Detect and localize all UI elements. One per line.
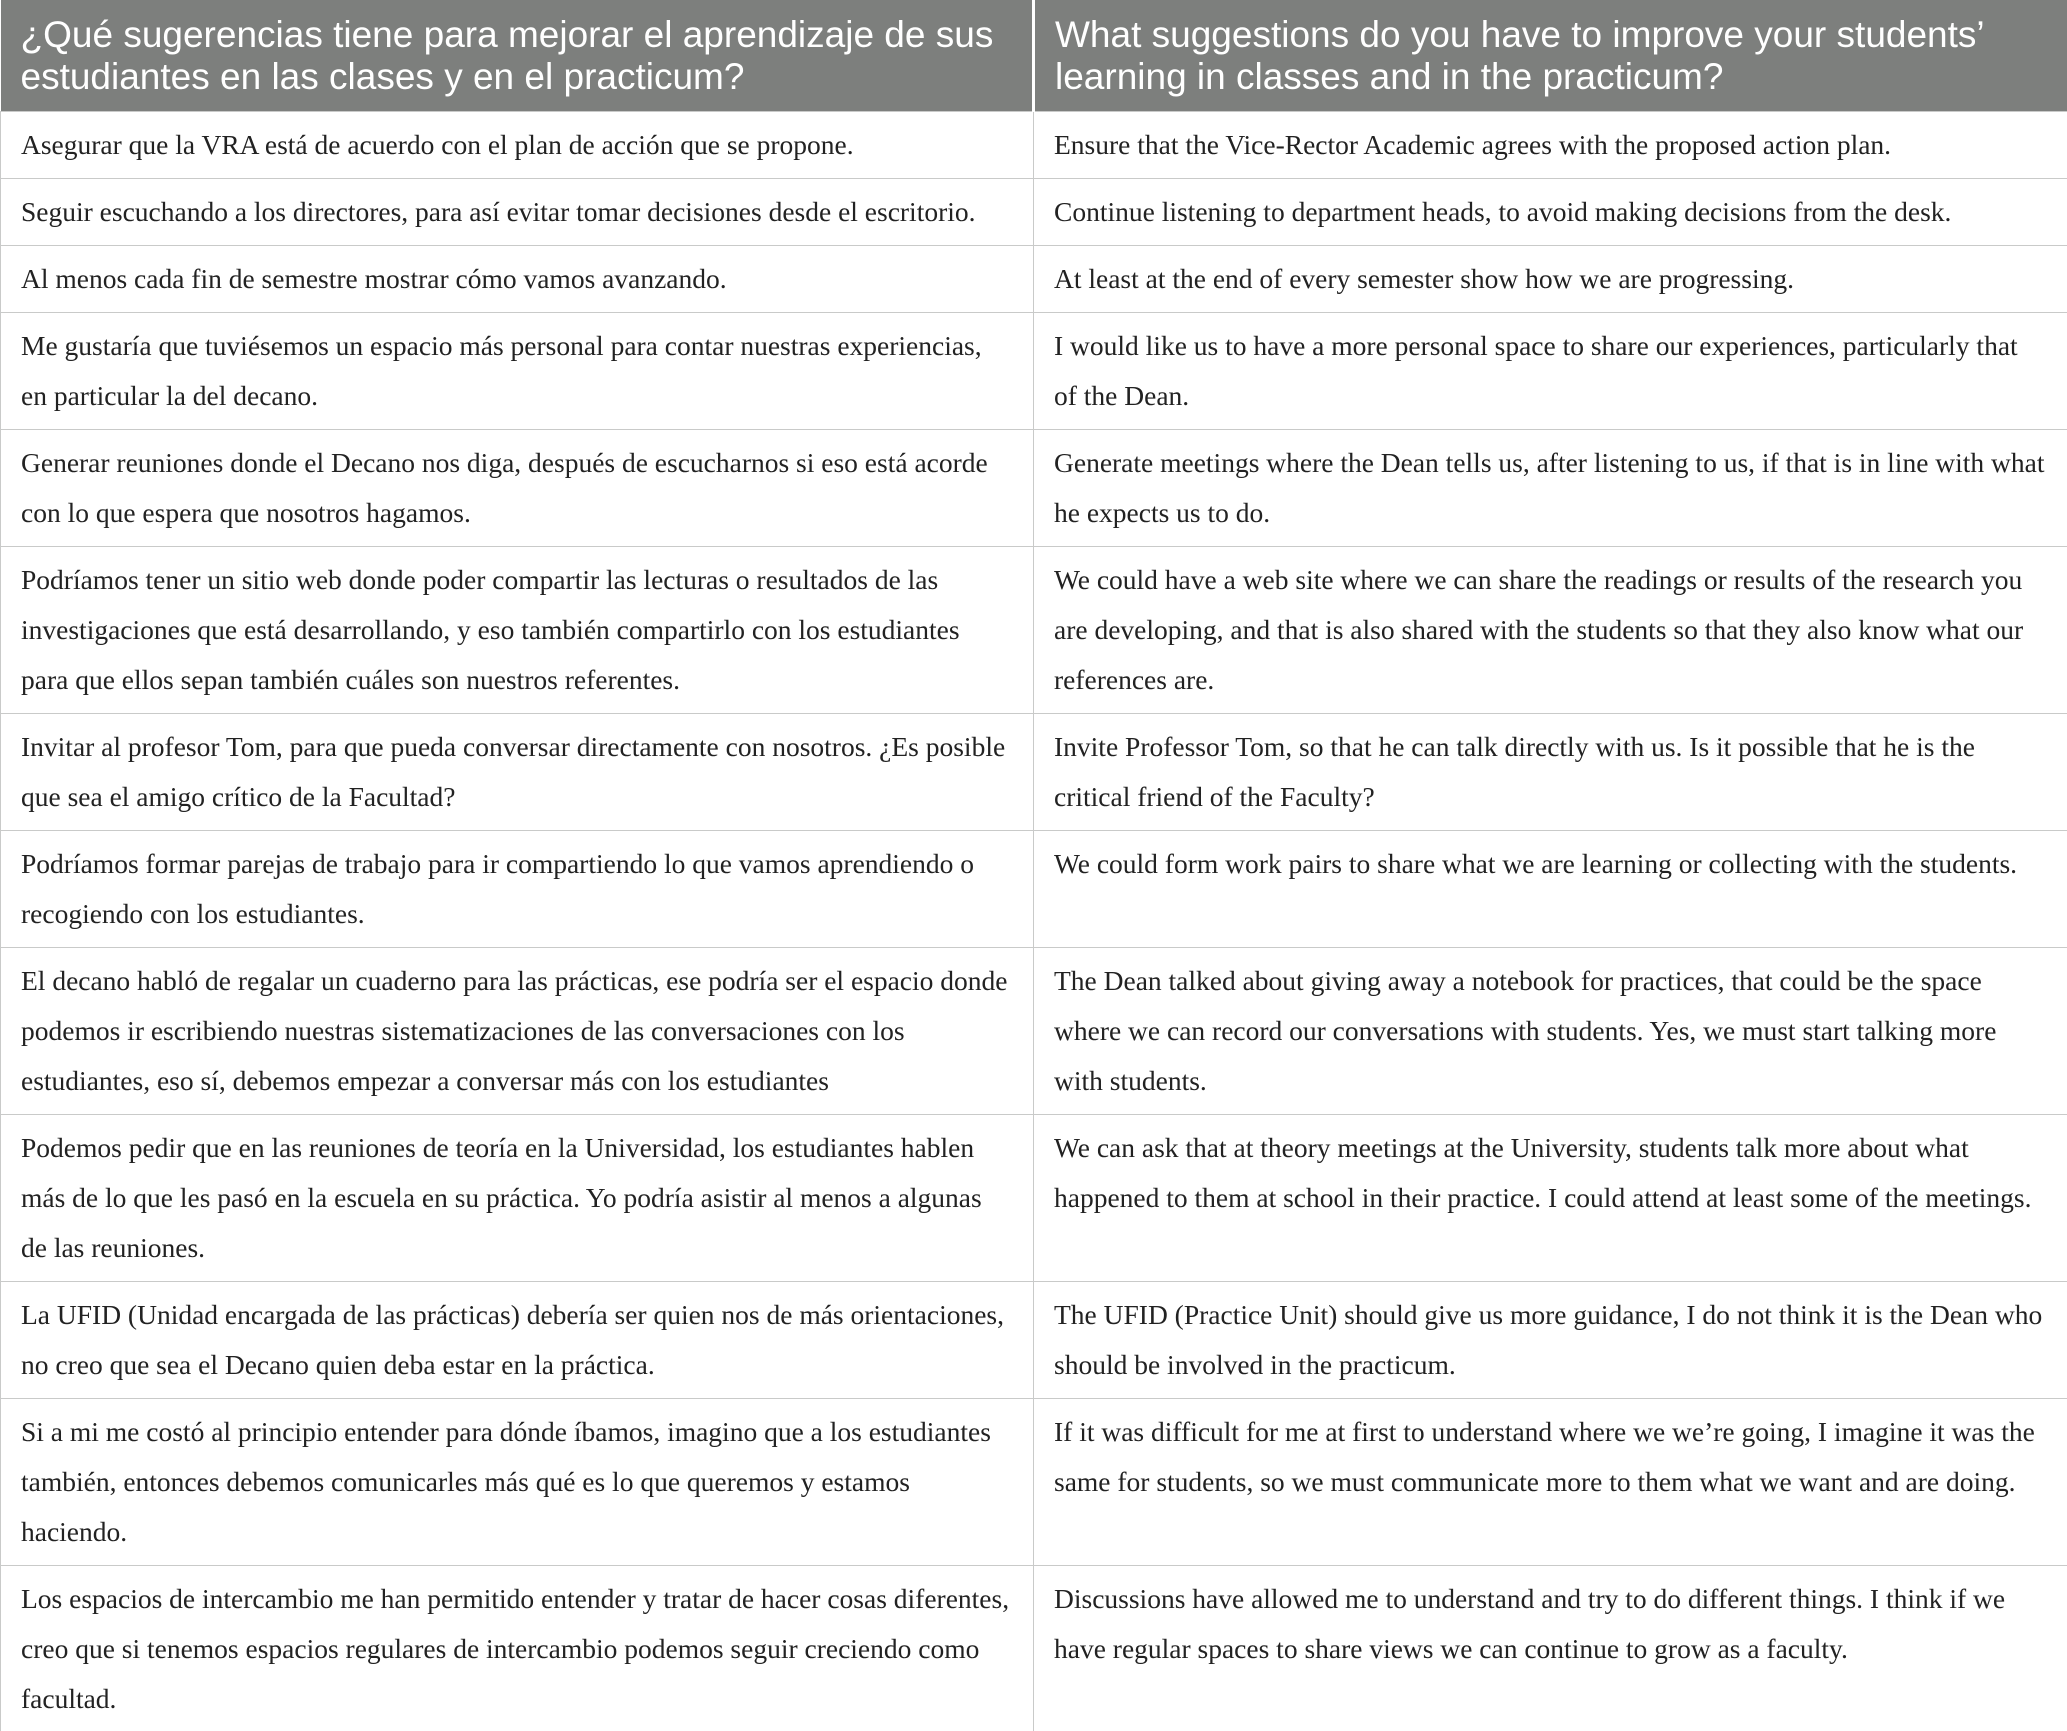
cell-english: If it was difficult for me at first to understand where we we’re going, I imagine it was the same for students, so we must communicate more to them what we want and are doing. xyxy=(1034,1399,2067,1566)
table-row xyxy=(1,1399,2067,1566)
cell-spanish: Podríamos tener un sitio web donde poder compartir las lecturas o resultados de las investigaciones que está desarrollando, y eso también compartirlo con los estudiantes para que ellos sepan también cuáles son nuestros referentes. xyxy=(1,547,1034,714)
table-row xyxy=(1,1282,2067,1399)
table-row xyxy=(1,547,2067,714)
cell-spanish: La UFID (Unidad encargada de las prácticas) debería ser quien nos de más orientaciones, no creo que sea el Decano quien deba estar en la práctica. xyxy=(1,1282,1034,1399)
cell-spanish: Si a mi me costó al principio entender para dónde íbamos, imagino que a los estudiantes también, entonces debemos comunicarles más qué es lo que queremos y estamos haciendo. xyxy=(1,1399,1034,1566)
cell-spanish: Los espacios de intercambio me han permitido entender y tratar de hacer cosas diferentes, creo que si tenemos espacios regulares de intercambio podemos seguir creciendo como facultad. xyxy=(1,1566,1034,1731)
table-row xyxy=(1,1566,2067,1731)
header-english: What suggestions do you have to improve your students’ learning in classes and in the practicum? xyxy=(1034,0,2067,112)
cell-spanish: Generar reuniones donde el Decano nos diga, después de escucharnos si eso está acorde con lo que espera que nosotros hagamos. xyxy=(1,430,1034,547)
header-spanish: ¿Qué sugerencias tiene para mejorar el aprendizaje de sus estudiantes en las clases y en el practicum? xyxy=(1,0,1034,112)
table-row xyxy=(1,179,2067,246)
cell-english: I would like us to have a more personal space to share our experiences, particularly that of the Dean. xyxy=(1034,313,2067,430)
cell-english: Discussions have allowed me to understand and try to do different things. I think if we have regular spaces to share views we can continue to grow as a faculty. xyxy=(1034,1566,2067,1731)
cell-spanish: Al menos cada fin de semestre mostrar cómo vamos avanzando. xyxy=(1,246,1034,313)
table-row xyxy=(1,430,2067,547)
cell-spanish: Asegurar que la VRA está de acuerdo con el plan de acción que se propone. xyxy=(1,112,1034,179)
table-row xyxy=(1,948,2067,1115)
cell-spanish: Invitar al profesor Tom, para que pueda conversar directamente con nosotros. ¿Es posible que sea el amigo crítico de la Facultad? xyxy=(1,714,1034,831)
cell-english: Ensure that the Vice-Rector Academic agrees with the proposed action plan. xyxy=(1034,112,2067,179)
table-body xyxy=(1,112,2067,1731)
table-row xyxy=(1,112,2067,179)
cell-english: The UFID (Practice Unit) should give us more guidance, I do not think it is the Dean who should be involved in the practicum. xyxy=(1034,1282,2067,1399)
cell-english: The Dean talked about giving away a notebook for practices, that could be the space where we can record our conversations with students. Yes, we must start talking more with students. xyxy=(1034,948,2067,1115)
cell-english: Generate meetings where the Dean tells us, after listening to us, if that is in line with what he expects us to do. xyxy=(1034,430,2067,547)
header-row xyxy=(1,0,2067,112)
table-row xyxy=(1,246,2067,313)
cell-spanish: Podríamos formar parejas de trabajo para ir compartiendo lo que vamos aprendiendo o recogiendo con los estudiantes. xyxy=(1,831,1034,948)
cell-spanish: El decano habló de regalar un cuaderno para las prácticas, ese podría ser el espacio donde podemos ir escribiendo nuestras sistematizaciones de las conversaciones con los estudiantes, eso sí, debemos empezar a conversar más con los estudiantes xyxy=(1,948,1034,1115)
cell-english: We could form work pairs to share what we are learning or collecting with the students. xyxy=(1034,831,2067,948)
cell-english: We can ask that at theory meetings at the University, students talk more about what happened to them at school in their practice. I could attend at least some of the meetings. xyxy=(1034,1115,2067,1282)
table-row xyxy=(1,831,2067,948)
cell-english: Continue listening to department heads, to avoid making decisions from the desk. xyxy=(1034,179,2067,246)
cell-spanish: Podemos pedir que en las reuniones de teoría en la Universidad, los estudiantes hablen más de lo que les pasó en la escuela en su práctica. Yo podría asistir al menos a algunas de las reuniones. xyxy=(1,1115,1034,1282)
cell-english: Invite Professor Tom, so that he can talk directly with us. Is it possible that he is the critical friend of the Faculty? xyxy=(1034,714,2067,831)
table-row xyxy=(1,313,2067,430)
cell-english: At least at the end of every semester show how we are progressing. xyxy=(1034,246,2067,313)
cell-english: We could have a web site where we can share the readings or results of the research you are developing, and that is also shared with the students so that they also know what our references are. xyxy=(1034,547,2067,714)
cell-spanish: Me gustaría que tuviésemos un espacio más personal para contar nuestras experiencias, en particular la del decano. xyxy=(1,313,1034,430)
table-header xyxy=(1,0,2067,112)
table-row xyxy=(1,714,2067,831)
cell-spanish: Seguir escuchando a los directores, para así evitar tomar decisiones desde el escritorio. xyxy=(1,179,1034,246)
table-row xyxy=(1,1115,2067,1282)
